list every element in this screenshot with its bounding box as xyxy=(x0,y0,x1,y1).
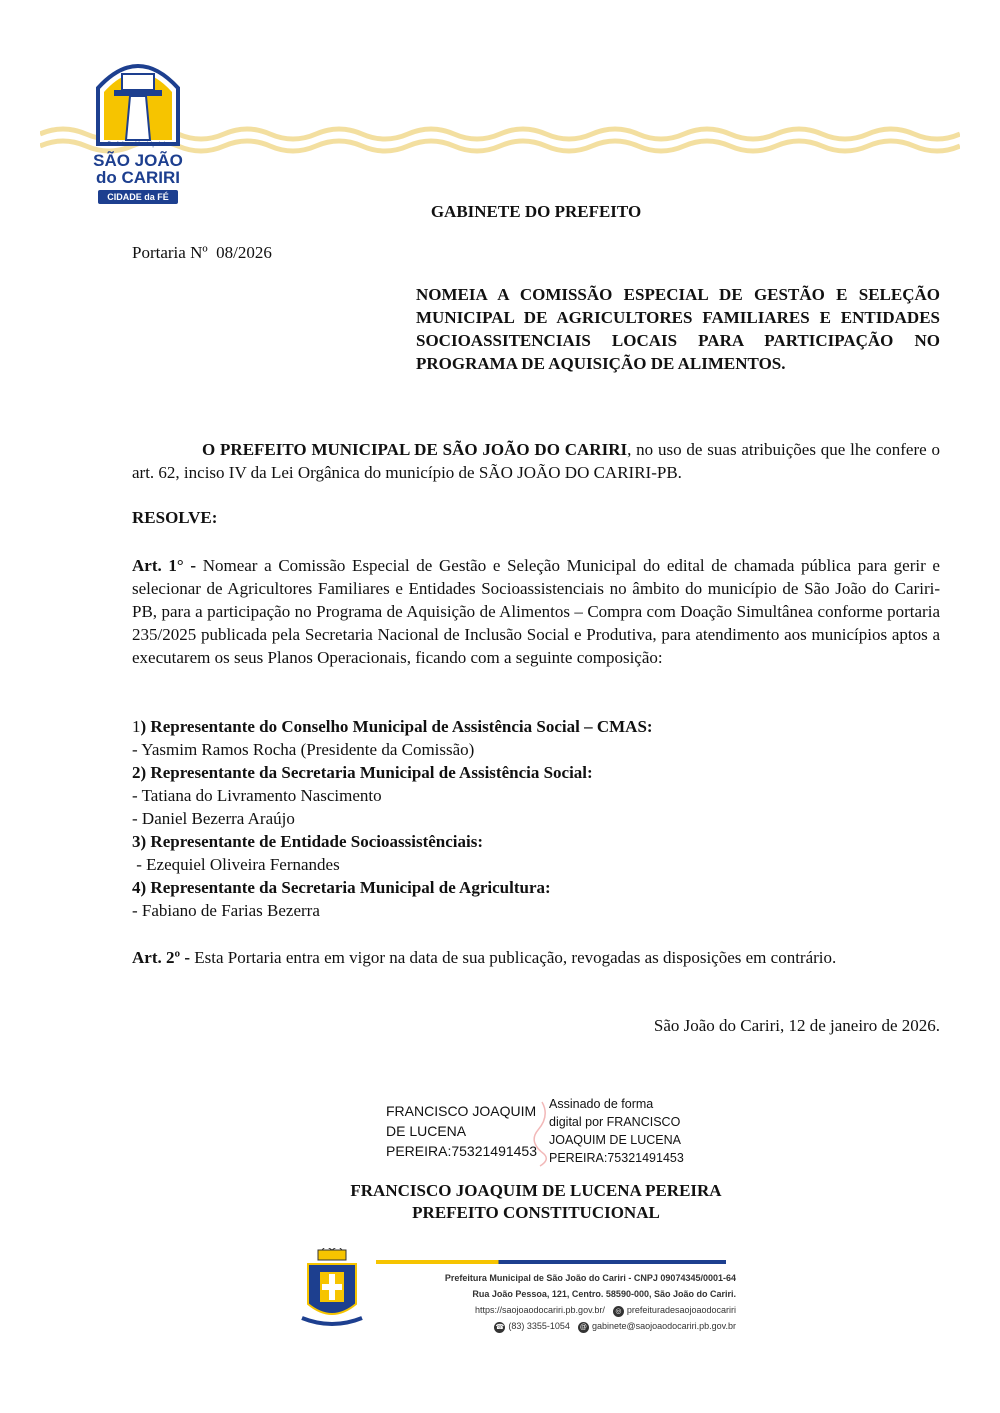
group-3-member: - Ezequiel Oliveira Fernandes xyxy=(132,855,340,874)
article-2-text: Esta Portaria entra em vigor na data de sua publicação, revogadas as disposições em contrário. xyxy=(190,948,837,967)
article-2 xyxy=(132,946,940,969)
group-3-title: 3) Representante de Entidade Socioassistênciais: xyxy=(132,832,484,851)
footer-instagram-link[interactable]: prefeituradesaojoaodocariri xyxy=(626,1305,736,1315)
footer-contact xyxy=(376,1270,736,1334)
city-logo xyxy=(92,48,184,208)
footer-email-link[interactable]: gabinete@saojoaodocariri.pb.gov.br xyxy=(591,1321,736,1331)
group-2-title: 2) Representante da Secretaria Municipal de Assistência Social: xyxy=(132,763,593,782)
footer-website-link[interactable]: https://saojoaodocariri.pb.gov.br/ xyxy=(475,1305,605,1315)
intro-bold: O PREFEITO MUNICIPAL DE SÃO JOÃO DO CARIRI xyxy=(202,440,628,459)
resolve-heading: RESOLVE: xyxy=(132,508,218,527)
group-4-title: 4) Representante da Secretaria Municipal de Agricultura: xyxy=(132,878,551,897)
signer-block xyxy=(0,1180,1000,1224)
commission-composition xyxy=(132,715,940,922)
group-2-member: - Tatiana do Livramento Nascimento xyxy=(132,786,382,805)
intro-rest: , no uso de suas atribuições que lhe confere o art. 62, inciso IV da Lei Orgânica do município de SÃO JOÃO DO CARIRI-PB. xyxy=(132,440,941,482)
instagram-icon: ◎ xyxy=(613,1306,624,1317)
digital-signature-note: Assinado de forma digital por FRANCISCO JOAQUIM DE LUCENA PEREIRA:75321491453 xyxy=(549,1097,684,1165)
municipal-crest-icon xyxy=(300,1248,364,1334)
footer-line1: Prefeitura Municipal de São João do Cariri - CNPJ 09074345/0001-64 xyxy=(444,1273,736,1283)
article-2-label: Art. 2º - xyxy=(132,948,191,967)
article-1-label: Art. 1° - xyxy=(132,556,197,575)
portaria-number: Portaria Nº 08/2026 xyxy=(132,243,272,262)
portaria-ementa: NOMEIA A COMISSÃO ESPECIAL DE GESTÃO E SELEÇÃO MUNICIPAL DE AGRICULTORES FAMILIARES E ENTIDADES SOCIOASSITENCIAIS LOCAIS PARA PARTICIPAÇÃO NO PROGRAMA DE AQUISIÇÃO DE ALIMENTOS. xyxy=(416,285,940,373)
intro-paragraph xyxy=(132,438,940,484)
logo-city-line2: do CARIRI xyxy=(95,168,181,187)
place-and-date: São João do Cariri, 12 de janeiro de 2026. xyxy=(653,1016,940,1035)
phone-icon: ☎ xyxy=(495,1324,505,1331)
signer-title: PREFEITO CONSTITUCIONAL xyxy=(412,1203,660,1222)
office-heading: GABINETE DO PREFEITO xyxy=(430,202,642,221)
group-1-title: 1) Representante do Conselho Municipal de Assistência Social – CMAS: xyxy=(132,717,653,736)
group-2-member: - Daniel Bezerra Araújo xyxy=(132,809,295,828)
email-icon: @ xyxy=(579,1324,587,1331)
group-1-member: - Yasmim Ramos Rocha (Presidente da Comissão) xyxy=(132,740,475,759)
signer-name: FRANCISCO JOAQUIM DE LUCENA PEREIRA xyxy=(350,1181,722,1200)
digital-signature-name: FRANCISCO JOAQUIM DE LUCENA PEREIRA:75321491453 xyxy=(386,1103,537,1159)
footer-color-bar xyxy=(376,1260,726,1264)
logo-motto: CIDADE da FÉ xyxy=(98,190,178,204)
logo-city-line1: SÃO JOÃO xyxy=(93,151,183,170)
footer-phone: (83) 3355-1054 xyxy=(508,1321,570,1331)
lighthouse-icon xyxy=(92,48,184,148)
footer-address: Rua João Pessoa, 121, Centro. 58590-000, São João do Cariri. xyxy=(472,1289,736,1299)
article-1-text: Nomear a Comissão Especial de Gestão e Seleção Municipal do edital de chamada pública para gerir e selecionar de Agricultores Familiares e Entidades Socioassistenciais no âmbito do município de São João do Cariri-PB, para a participação no Programa de Aquisição de Alimentos – Compra com Doação Simultânea conforme portaria 235/2025 publicada pela Secretaria Nacional de Inclusão Social e Produtiva, para atendimento aos municípios aptos a executarem os seus Planos Operacionais, ficando com a seguinte composição: xyxy=(132,556,940,667)
article-1 xyxy=(132,554,940,669)
group-4-member: - Fabiano de Farias Bezerra xyxy=(132,901,320,920)
logo-prefeitura-text: Prefeitura Municipal de xyxy=(107,142,169,148)
